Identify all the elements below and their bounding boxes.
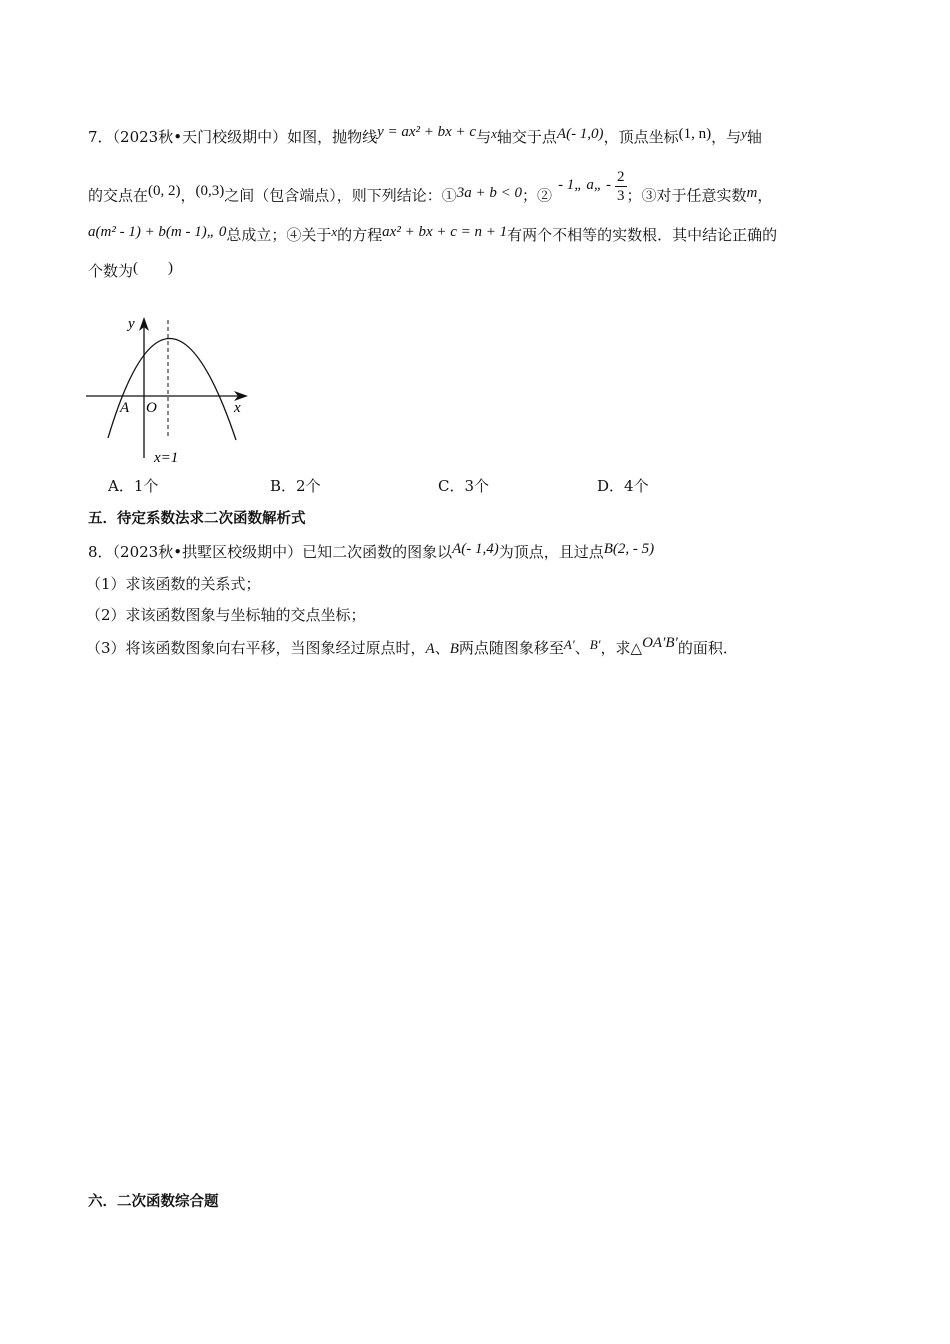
q7-source: （2023秋•天门校级期中） xyxy=(112,128,288,146)
q7-line1 xyxy=(88,126,762,147)
q7-text: 有两个不相等的实数根．其中结论正确的 xyxy=(507,226,778,244)
fraction-numerator: 2 xyxy=(617,169,625,185)
condition-3: a(m² - 1) + b(m - 1)„ 0 xyxy=(88,224,227,240)
point-b-prime: B′ xyxy=(589,637,601,652)
section-5-title: 五．待定系数法求二次函数解析式 xyxy=(88,511,306,527)
q7-text: 轴交于点 xyxy=(496,128,557,146)
q8-number: 8． xyxy=(88,543,113,561)
fraction-2-3 xyxy=(615,168,627,205)
q7-text: 个数为 xyxy=(88,262,134,280)
option-b[interactable]: B．2个 xyxy=(270,477,321,495)
parabola-figure xyxy=(86,308,256,468)
point-a-label: A xyxy=(120,400,130,416)
x-variable: x xyxy=(491,126,497,141)
q8-text: 、 xyxy=(434,639,450,657)
triangle-oab: OA′B′ xyxy=(642,635,678,651)
q7-text: 之间（包含端点），则下列结论：① xyxy=(224,186,457,205)
q8-text: 已知二次函数的图象以 xyxy=(302,543,453,561)
q7-text: 的方程 xyxy=(337,226,383,244)
q8-point-b: B(2, - 5) xyxy=(603,541,655,557)
q8-point-a: A(- 1,4) xyxy=(452,541,499,557)
q7-text: 如图，抛物线 xyxy=(287,128,378,146)
point-0-3: (0,3) xyxy=(195,182,225,199)
q8-line1 xyxy=(88,541,654,562)
point-a: A(- 1,0) xyxy=(556,126,604,142)
q7-line4 xyxy=(88,260,173,281)
point-0-2: (0, 2) xyxy=(148,182,181,199)
q7-text: ， xyxy=(180,186,196,205)
q7-text: ， xyxy=(757,186,773,205)
q7-text: ，与 xyxy=(711,128,742,146)
parabola-equation: y = ax² + bx + c xyxy=(377,124,477,140)
q7-line3 xyxy=(88,224,777,245)
q7-number: 7． xyxy=(88,128,113,146)
q8-text: （3）将该函数图象向右平移，当图象经过原点时， xyxy=(86,639,426,657)
option-a[interactable]: A．1个 xyxy=(108,477,159,495)
parabola-curve xyxy=(108,338,236,440)
option-d[interactable]: D．4个 xyxy=(597,477,649,495)
y-axis-label: y xyxy=(128,316,135,332)
q7-text: ；② xyxy=(522,186,553,205)
symmetry-axis-label: x=1 xyxy=(154,450,179,466)
q8-text: ，求△ xyxy=(600,639,643,657)
point-b-var: B xyxy=(449,641,459,657)
answer-blank: ( ) xyxy=(133,260,174,276)
vertex-coordinate: (1, n) xyxy=(678,126,712,142)
q7-line2 xyxy=(88,169,773,215)
q8-text: 两点随图象移至 xyxy=(458,639,564,657)
q7-text: 轴 xyxy=(746,128,762,146)
q8-text: 的面积． xyxy=(677,639,738,657)
q8-sub1: （1）求该函数的关系式； xyxy=(86,575,261,593)
q7-text: ；③对于任意实数 xyxy=(626,186,747,205)
x-variable: x xyxy=(331,224,338,239)
q7-text: 总成立；④关于 xyxy=(226,226,332,244)
q7-text: 的交点在 xyxy=(88,186,149,205)
y-variable: y xyxy=(741,126,747,141)
q7-text: 与 xyxy=(476,128,492,146)
q8-sub3 xyxy=(86,637,738,658)
section-6-title: 六．二次函数综合题 xyxy=(88,1194,219,1210)
q8-text: 为顶点，且过点 xyxy=(498,543,604,561)
q7-text: ，顶点坐标 xyxy=(603,128,679,146)
fraction-denominator: 3 xyxy=(617,188,625,204)
point-a-var: A xyxy=(425,641,435,657)
q8-source: （2023秋•拱墅区校级期中） xyxy=(112,543,303,561)
condition-4: ax² + bx + c = n + 1 xyxy=(382,224,508,240)
condition-2-left: - 1„ a„ - xyxy=(558,176,611,193)
x-axis-label: x xyxy=(234,400,241,416)
q8-sub2: （2）求该函数图象与坐标轴的交点坐标； xyxy=(86,606,366,624)
condition-1: 3a + b < 0 xyxy=(456,184,523,201)
option-c[interactable]: C．3个 xyxy=(438,477,490,495)
m-variable: m xyxy=(746,184,758,201)
point-a-prime: A′ xyxy=(563,637,575,652)
origin-label: O xyxy=(146,400,157,416)
q8-text: 、 xyxy=(574,639,590,657)
